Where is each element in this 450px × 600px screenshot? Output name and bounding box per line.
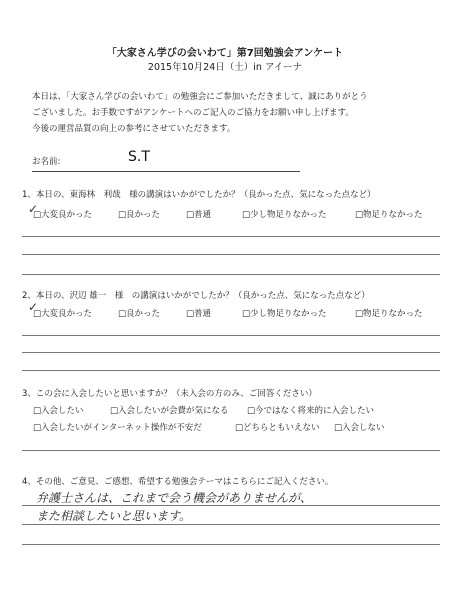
q3-option-join-fee-concern[interactable]: □入会したいが会費が気になる	[110, 406, 229, 416]
q1-option-very-good[interactable]: □大変良かった	[33, 210, 93, 220]
q1-answer-line	[22, 274, 440, 275]
q2-option-somewhat-lacking[interactable]: □少し物足りなかった	[242, 309, 327, 319]
name-field[interactable]: S.T	[128, 149, 150, 165]
q4-answer-line	[22, 524, 440, 525]
survey-date-venue: 2015年10月24日（土）in アイーナ	[147, 62, 303, 73]
q4-handwritten-answer-line-1: 弁護士さんは、これまで会う機会がありませんが、	[36, 491, 313, 505]
intro-line-1: 本日は、「大家さん学びの会いわて」の勉強会にご参加いただきまして、誠にありがとう	[32, 92, 368, 102]
survey-title: 「大家さん学びの会いわて」第7回勉強会アンケート	[106, 48, 344, 59]
q2-answer-line	[22, 370, 440, 371]
q3-option-join-internet-concern[interactable]: □入会したいがインターネット操作が不安だ	[33, 423, 202, 433]
q3-option-join[interactable]: □入会したい	[33, 406, 84, 416]
q2-option-very-good[interactable]: □大変良かった	[33, 309, 93, 319]
q1-option-good[interactable]: □良かった	[118, 210, 161, 220]
q2-answer-line	[22, 335, 440, 336]
q3-option-undecided[interactable]: □どちらともいえない	[235, 423, 320, 433]
q4-answer-line	[22, 544, 440, 545]
q4-handwritten-answer-line-2: また相談したいと思います。	[36, 509, 192, 523]
q1-check-mark: ✓	[28, 202, 39, 216]
q3-option-join-later[interactable]: □今ではなく将来的に入会したい	[247, 406, 375, 416]
q3-option-not-join[interactable]: □入会しない	[334, 423, 385, 433]
q1-option-average[interactable]: □普通	[186, 210, 212, 220]
question-1: 1、本日の、東海林 利哉 様の講演はいかがでしたか？（良かった点、気になった点など）	[22, 190, 376, 200]
q2-option-lacking[interactable]: □物足りなかった	[355, 309, 423, 319]
question-4: 4、その他、ご意見、ご感想、希望する勉強会テーマはこちらにご記入ください。	[22, 477, 334, 487]
intro-line-3: 今後の運営品質の向上の参考にさせていただきます。	[32, 124, 236, 134]
q1-answer-line	[22, 236, 440, 237]
q1-answer-line	[22, 254, 440, 255]
question-3: 3、この会に入会したいと思いますか？（未入会の方のみ、ご回答ください）	[22, 389, 317, 399]
q3-answer-line	[22, 450, 440, 451]
intro-line-2: ございました。お手数ですがアンケートへのご記入のご協力をお願い申し上げます。	[32, 108, 354, 118]
q1-option-lacking[interactable]: □物足りなかった	[355, 210, 423, 220]
name-label: お名前:	[32, 157, 61, 167]
name-underline	[32, 171, 300, 172]
q2-check-mark: ✓	[28, 300, 39, 314]
q2-option-good[interactable]: □良かった	[118, 309, 161, 319]
question-2: 2、本日の、沢辺 雄一 様 の講演はいかがでしたか？（良かった点、気になった点など）	[22, 291, 370, 301]
q1-option-somewhat-lacking[interactable]: □少し物足りなかった	[242, 210, 327, 220]
q2-answer-line	[22, 352, 440, 353]
q2-option-average[interactable]: □普通	[186, 309, 212, 319]
q4-answer-line	[22, 505, 440, 506]
